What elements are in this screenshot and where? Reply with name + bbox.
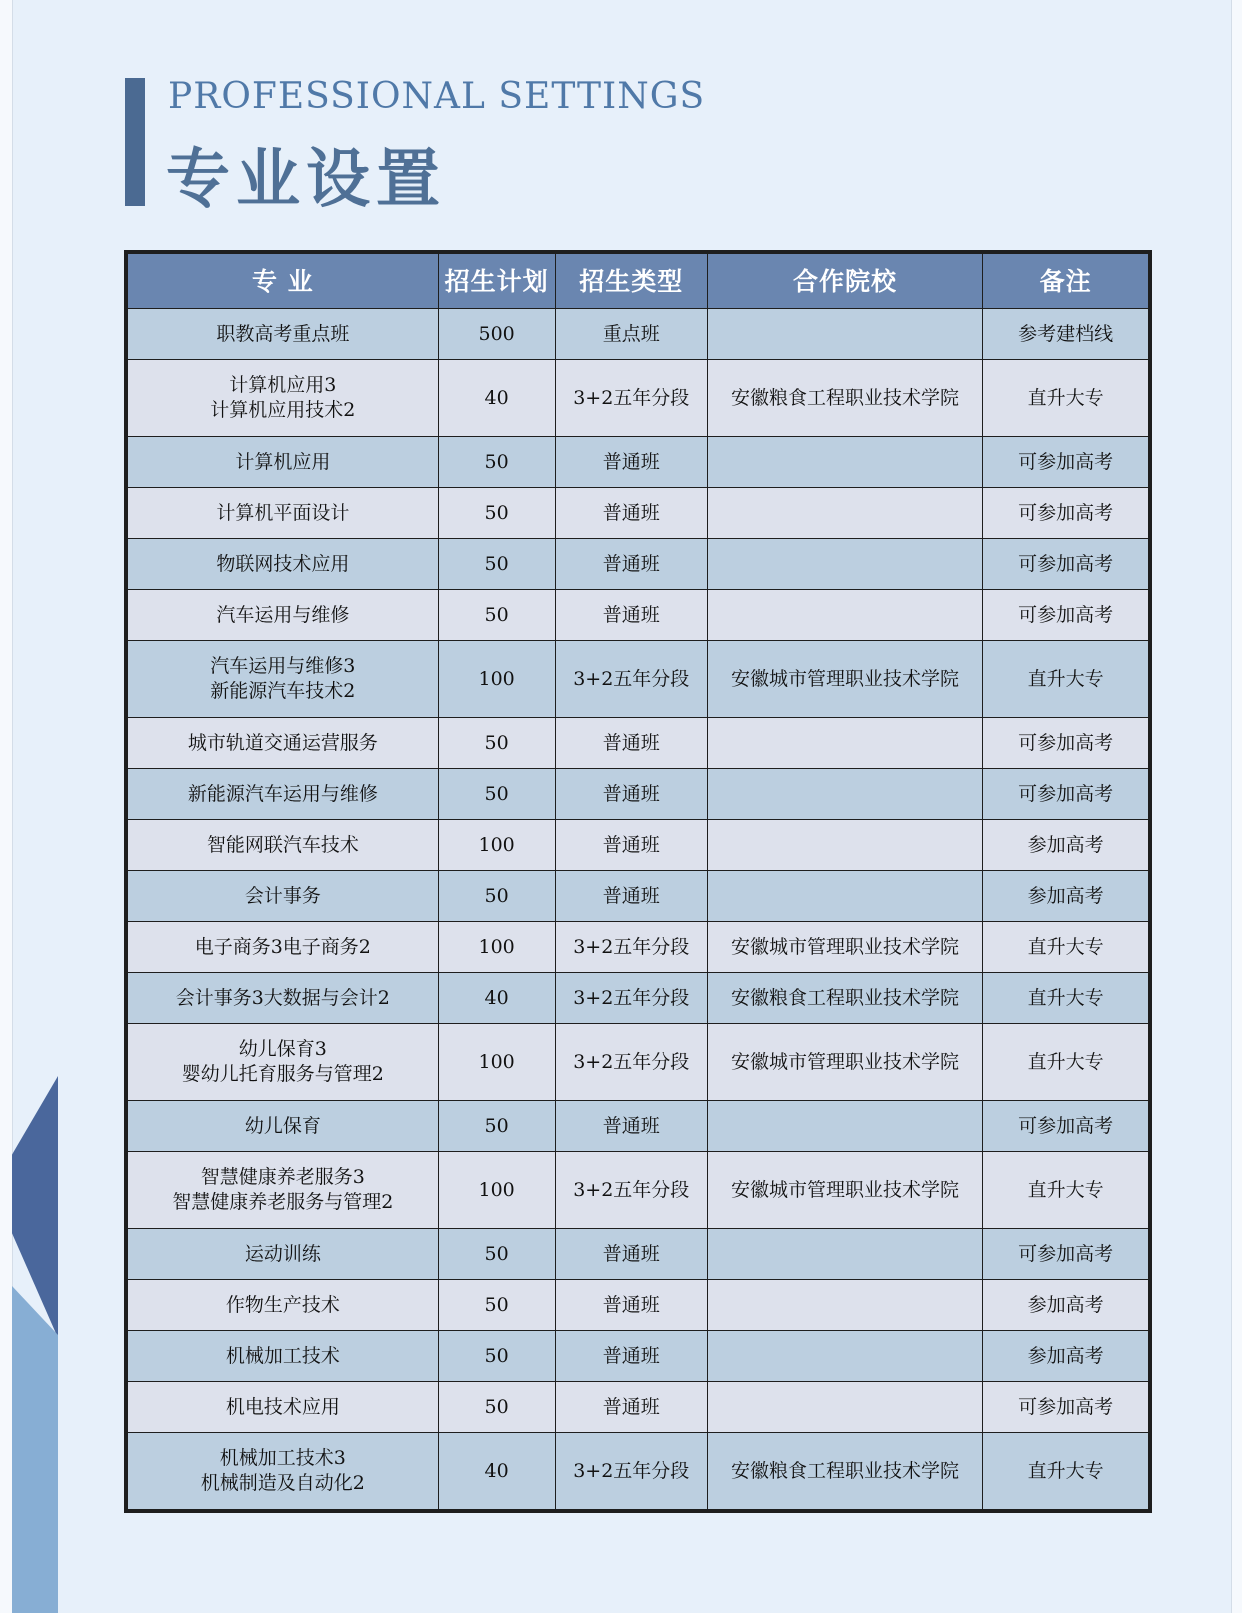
cell-partner — [707, 1101, 982, 1152]
cell-major — [128, 1152, 439, 1229]
cell-plan: 100 — [438, 1024, 555, 1101]
cell-note: 直升大专 — [983, 1152, 1149, 1229]
cell-plan: 40 — [438, 1433, 555, 1510]
cell-partner: 安徽城市管理职业技术学院 — [707, 922, 982, 973]
cell-note: 可参加高考 — [983, 1382, 1149, 1433]
cell-type: 普通班 — [555, 590, 707, 641]
cell-major — [128, 1331, 439, 1382]
cell-major — [128, 1229, 439, 1280]
table-row — [128, 973, 1149, 1024]
cell-partner — [707, 1382, 982, 1433]
cell-plan: 50 — [438, 871, 555, 922]
cell-major — [128, 641, 439, 718]
cell-major-line: 计算机应用 — [235, 450, 331, 473]
cell-partner: 安徽粮食工程职业技术学院 — [707, 360, 982, 437]
column-header-major: 专 业 — [128, 254, 439, 309]
cell-partner — [707, 1229, 982, 1280]
cell-plan: 50 — [438, 1331, 555, 1382]
cell-partner — [707, 769, 982, 820]
column-header-partner: 合作院校 — [707, 254, 982, 309]
cell-plan: 50 — [438, 1280, 555, 1331]
cell-major-line: 幼儿保育3 — [238, 1038, 327, 1060]
cell-note: 可参加高考 — [983, 539, 1149, 590]
cell-note: 参加高考 — [983, 1331, 1149, 1382]
cell-major — [128, 539, 439, 590]
cell-note: 参加高考 — [983, 871, 1149, 922]
table-row — [128, 1331, 1149, 1382]
cell-partner — [707, 437, 982, 488]
cell-partner: 安徽城市管理职业技术学院 — [707, 1152, 982, 1229]
cell-note: 可参加高考 — [983, 718, 1149, 769]
cell-type: 普通班 — [555, 488, 707, 539]
cell-major-line: 机械制造及自动化2 — [200, 1472, 365, 1494]
cell-partner — [707, 488, 982, 539]
cell-major-line: 机电技术应用 — [225, 1395, 340, 1418]
cell-type: 3+2五年分段 — [555, 922, 707, 973]
cell-partner — [707, 309, 982, 360]
cell-major — [128, 590, 439, 641]
cell-plan: 50 — [438, 718, 555, 769]
table-row — [128, 1382, 1149, 1433]
cell-type: 普通班 — [555, 1331, 707, 1382]
cell-type: 普通班 — [555, 820, 707, 871]
majors-table-container — [124, 250, 1152, 1513]
cell-plan: 50 — [438, 1229, 555, 1280]
cell-major-line: 机械加工技术3 — [219, 1447, 346, 1469]
cell-major-line: 新能源汽车技术2 — [210, 680, 356, 702]
cell-type: 普通班 — [555, 1382, 707, 1433]
page-title-english: PROFESSIONAL SETTINGS — [168, 76, 706, 117]
cell-major-line: 婴幼儿托育服务与管理2 — [181, 1063, 384, 1085]
cell-major-line: 物联网技术应用 — [216, 552, 350, 575]
cell-type: 3+2五年分段 — [555, 1024, 707, 1101]
cell-major-line: 汽车运用与维修 — [216, 603, 350, 626]
cell-partner — [707, 1331, 982, 1382]
column-header-type: 招生类型 — [555, 254, 707, 309]
table-row — [128, 539, 1149, 590]
cell-major — [128, 922, 439, 973]
cell-type: 3+2五年分段 — [555, 1433, 707, 1510]
cell-note: 可参加高考 — [983, 769, 1149, 820]
cell-plan: 500 — [438, 309, 555, 360]
cell-type: 3+2五年分段 — [555, 973, 707, 1024]
cell-plan: 50 — [438, 539, 555, 590]
cell-note: 可参加高考 — [983, 1101, 1149, 1152]
cell-major-line: 汽车运用与维修3 — [210, 655, 356, 677]
cell-type: 普通班 — [555, 1101, 707, 1152]
decorative-shape-light — [12, 1286, 58, 1613]
cell-plan: 50 — [438, 1382, 555, 1433]
cell-major — [128, 871, 439, 922]
cell-major-line: 计算机应用3 — [229, 374, 337, 396]
cell-note: 直升大专 — [983, 1024, 1149, 1101]
cell-plan: 40 — [438, 360, 555, 437]
cell-type: 普通班 — [555, 437, 707, 488]
cell-partner — [707, 718, 982, 769]
cell-note: 可参加高考 — [983, 590, 1149, 641]
cell-major-line: 职教高考重点班 — [216, 322, 350, 345]
cell-major-line: 机械加工技术 — [225, 1344, 340, 1367]
majors-table — [127, 253, 1149, 1510]
cell-plan: 100 — [438, 820, 555, 871]
cell-major-line: 作物生产技术 — [225, 1293, 340, 1316]
table-row — [128, 1152, 1149, 1229]
cell-major — [128, 718, 439, 769]
table-row — [128, 1433, 1149, 1510]
cell-major — [128, 360, 439, 437]
table-row — [128, 769, 1149, 820]
cell-partner: 安徽城市管理职业技术学院 — [707, 641, 982, 718]
cell-partner — [707, 871, 982, 922]
cell-major — [128, 1433, 439, 1510]
cell-major-line: 会计事务 — [244, 884, 321, 907]
table-row — [128, 437, 1149, 488]
cell-partner — [707, 539, 982, 590]
cell-major-line: 新能源汽车运用与维修 — [187, 782, 378, 805]
cell-partner — [707, 590, 982, 641]
cell-major — [128, 1101, 439, 1152]
cell-note: 参加高考 — [983, 1280, 1149, 1331]
table-row — [128, 309, 1149, 360]
cell-plan: 50 — [438, 590, 555, 641]
table-row — [128, 641, 1149, 718]
cell-plan: 100 — [438, 1152, 555, 1229]
cell-partner: 安徽粮食工程职业技术学院 — [707, 973, 982, 1024]
cell-note: 参考建档线 — [983, 309, 1149, 360]
column-header-note: 备注 — [983, 254, 1149, 309]
table-row — [128, 922, 1149, 973]
column-header-plan: 招生计划 — [438, 254, 555, 309]
cell-note: 可参加高考 — [983, 488, 1149, 539]
cell-major — [128, 437, 439, 488]
cell-plan: 100 — [438, 922, 555, 973]
cell-type: 普通班 — [555, 769, 707, 820]
cell-major — [128, 309, 439, 360]
cell-major-line: 会计事务3大数据与会计2 — [175, 986, 390, 1009]
cell-note: 直升大专 — [983, 360, 1149, 437]
table-row — [128, 1101, 1149, 1152]
cell-major-line: 幼儿保育 — [244, 1114, 321, 1137]
cell-note: 直升大专 — [983, 1433, 1149, 1510]
cell-plan: 50 — [438, 769, 555, 820]
table-header-row — [128, 254, 1149, 309]
cell-major-line: 运动训练 — [244, 1242, 321, 1265]
cell-type: 3+2五年分段 — [555, 1152, 707, 1229]
table-row — [128, 820, 1149, 871]
cell-plan: 100 — [438, 641, 555, 718]
cell-type: 普通班 — [555, 1280, 707, 1331]
cell-major-line: 智慧健康养老服务与管理2 — [172, 1191, 394, 1213]
cell-major — [128, 488, 439, 539]
table-row — [128, 1229, 1149, 1280]
cell-plan: 50 — [438, 488, 555, 539]
cell-partner — [707, 820, 982, 871]
cell-note: 直升大专 — [983, 922, 1149, 973]
cell-major — [128, 1280, 439, 1331]
table-row — [128, 871, 1149, 922]
cell-major — [128, 973, 439, 1024]
cell-major-line: 计算机平面设计 — [216, 501, 350, 524]
cell-note: 直升大专 — [983, 973, 1149, 1024]
cell-type: 3+2五年分段 — [555, 360, 707, 437]
cell-note: 可参加高考 — [983, 437, 1149, 488]
cell-partner: 安徽城市管理职业技术学院 — [707, 1024, 982, 1101]
cell-note: 可参加高考 — [983, 1229, 1149, 1280]
cell-partner — [707, 1280, 982, 1331]
cell-partner: 安徽粮食工程职业技术学院 — [707, 1433, 982, 1510]
cell-note: 直升大专 — [983, 641, 1149, 718]
cell-major-line: 计算机应用技术2 — [210, 399, 356, 421]
table-row — [128, 1024, 1149, 1101]
cell-type: 3+2五年分段 — [555, 641, 707, 718]
table-row — [128, 360, 1149, 437]
cell-major — [128, 769, 439, 820]
cell-note: 参加高考 — [983, 820, 1149, 871]
cell-plan: 40 — [438, 973, 555, 1024]
cell-type: 普通班 — [555, 539, 707, 590]
cell-major-line: 智能网联汽车技术 — [206, 833, 359, 856]
table-body — [128, 309, 1149, 1510]
cell-major — [128, 1382, 439, 1433]
title-accent-bar — [125, 78, 145, 206]
cell-type: 普通班 — [555, 718, 707, 769]
cell-major — [128, 1024, 439, 1101]
cell-major-line: 电子商务3电子商务2 — [194, 935, 371, 958]
cell-major-line: 城市轨道交通运营服务 — [187, 731, 378, 754]
table-row — [128, 718, 1149, 769]
cell-major — [128, 820, 439, 871]
page-title-chinese: 专业设置 — [166, 142, 446, 217]
cell-type: 普通班 — [555, 871, 707, 922]
table-row — [128, 1280, 1149, 1331]
cell-plan: 50 — [438, 1101, 555, 1152]
cell-plan: 50 — [438, 437, 555, 488]
cell-type: 普通班 — [555, 1229, 707, 1280]
table-row — [128, 590, 1149, 641]
cell-major-line: 智慧健康养老服务3 — [200, 1166, 365, 1188]
table-row — [128, 488, 1149, 539]
cell-type: 重点班 — [555, 309, 707, 360]
